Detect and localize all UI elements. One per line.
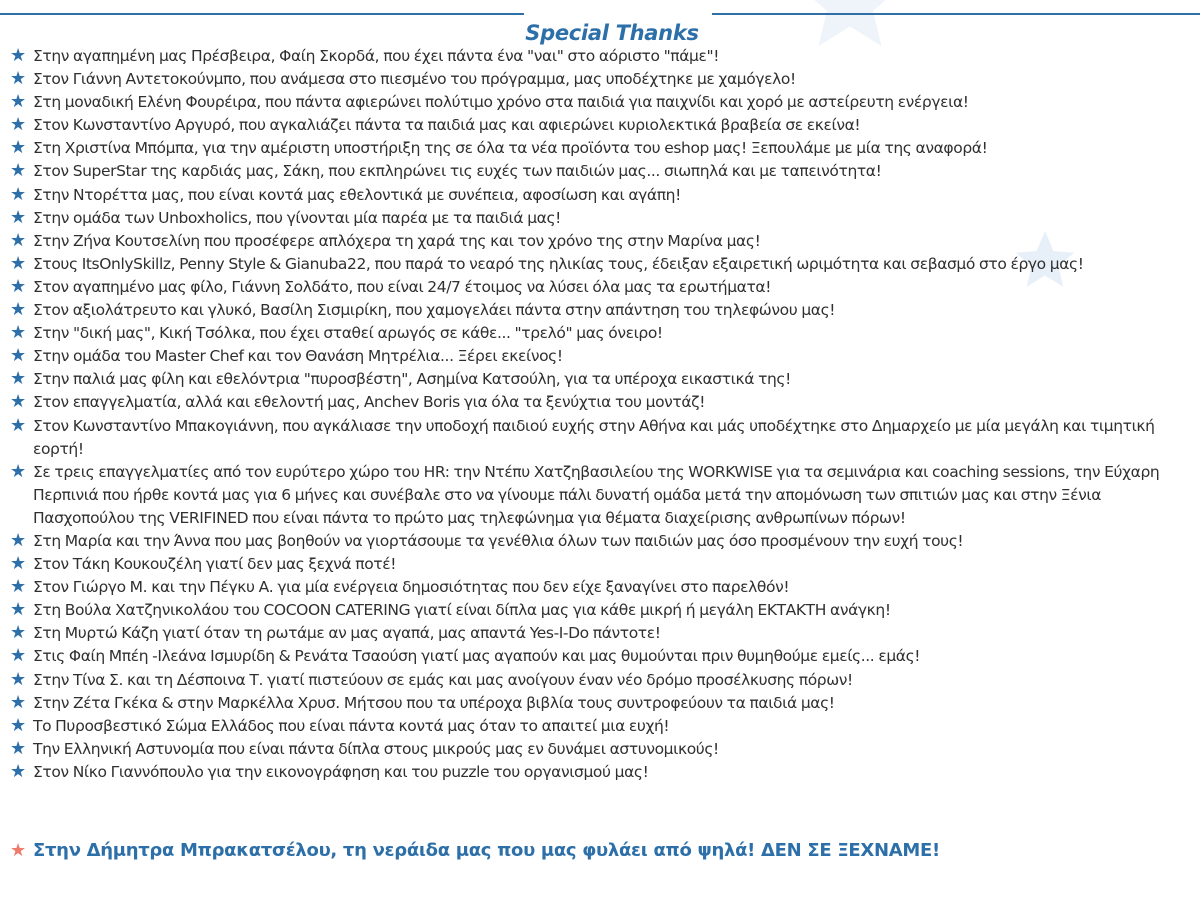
list-item — [10, 553, 1200, 576]
list-item-text: Στον αγαπημένο μας φίλο, Γιάννη Σολδάτο, που είναι 24/7 έτοιμος να λύσει όλα μας τα ερωτήματα! — [33, 277, 772, 296]
list-item — [10, 461, 1200, 530]
list-item-text: Στη μοναδική Ελένη Φουρέιρα, που πάντα αφιερώνει πολύτιμο χρόνο στα παιδιά για παιχνίδι και χορό με αστείρευτη ενέργεια! — [33, 93, 969, 112]
list-item — [10, 761, 1200, 784]
list-item-text: Στον αξιολάτρευτο και γλυκό, Βασίλη Σισμιρίκη, που χαμογελάει πάντα στην απάντηση του τηλεφώνου μας! — [33, 301, 836, 320]
star-icon: ★ — [10, 645, 26, 667]
star-icon: ★ — [10, 622, 26, 644]
list-item-text: Στην ομάδα του Master Chef και τον Θανάση Μητρέλια... Ξέρει εκείνος! — [33, 347, 563, 366]
star-icon: ★ — [10, 760, 26, 782]
list-item — [10, 276, 1200, 299]
list-item-text: Στην "δική μας", Κική Τσόλκα, που έχει σταθεί αρωγός σε κάθε... "τρελό" μας όνειρο! — [33, 324, 663, 343]
star-icon: ★ — [10, 91, 26, 113]
list-item-text: Στην αγαπημένη μας Πρέσβειρα, Φαίη Σκορδά, που έχει πάντα ένα "ναι" στο αόριστο "πάμε"! — [33, 47, 720, 65]
thanks-list — [10, 45, 1200, 784]
star-icon: ★ — [10, 114, 26, 136]
star-icon: ★ — [10, 460, 26, 482]
star-icon: ★ — [10, 229, 26, 251]
star-icon: ★ — [10, 599, 26, 621]
star-icon: ★ — [10, 252, 26, 274]
star-icon: ★ — [10, 691, 26, 713]
list-item — [10, 299, 1200, 322]
list-item — [10, 253, 1200, 276]
list-item — [10, 345, 1200, 368]
star-icon: ★ — [10, 414, 26, 436]
memorial-text: Στην Δήμητρα Μπρακατσέλου, τη νεράιδα μας που μας φυλάει από ψηλά! ΔΕΝ ΣΕ ΞΕΧΝΑΜΕ! — [33, 840, 940, 861]
list-item-text: Στην ομάδα των Unboxholics, που γίνονται μία παρέα με τα παιδιά μας! — [33, 208, 561, 227]
list-item — [10, 322, 1200, 345]
star-icon: ★ — [10, 368, 26, 390]
list-item-text: Την Ελληνική Αστυνομία που είναι πάντα δίπλα στους μικρούς μας εν δυνάμει αστυνομικούς! — [33, 739, 719, 758]
star-icon: ★ — [10, 322, 26, 344]
list-item — [10, 230, 1200, 253]
list-item — [10, 207, 1200, 230]
list-item — [10, 415, 1200, 461]
header-rule-left — [0, 13, 524, 15]
list-item-text: Στον Κωνσταντίνο Αργυρό, που αγκαλιάζει πάντα τα παιδιά μας και αφιερώνει κυριολεκτικά βραβεία σε εκείνα! — [33, 116, 861, 135]
list-item — [10, 692, 1200, 715]
star-icon: ★ — [10, 840, 26, 861]
star-icon: ★ — [10, 68, 26, 90]
star-icon: ★ — [10, 391, 26, 413]
list-item-text: Στις Φαίη Μπέη -Ιλεάνα Ισμυρίδη & Ρενάτα Τσαούση γιατί μας αγαπούν και μας θυμούνται πριν θυμηθούμε εμείς... εμάς! — [33, 647, 921, 666]
page-title: Special Thanks — [525, 21, 699, 45]
list-item-text: Στην Ντορέττα μας, που είναι κοντά μας εθελοντικά με συνέπεια, αφοσίωση και αγάπη! — [33, 185, 681, 204]
list-item — [10, 530, 1200, 553]
star-icon: ★ — [10, 668, 26, 690]
list-item-text: Στη Χριστίνα Μπόμπα, για την αμέριστη υποστήριξη της σε όλα τα νέα προϊόντα του eshop μας! Ξεπουλάμε με μία της αναφορά! — [33, 139, 988, 158]
list-item-text: Στους ItsOnlySkillz, Penny Style & Gianuba22, που παρά το νεαρό της ηλικίας τους, έδειξαν εξαιρετική ωριμότητα και σεβασμό στο έργο μας! — [33, 254, 1084, 273]
star-icon: ★ — [10, 714, 26, 736]
list-item-text: Στον Νίκο Γιαννόπουλο για την εικονογράφηση και του puzzle του οργανισμού μας! — [33, 762, 649, 781]
star-icon: ★ — [10, 345, 26, 367]
list-item — [10, 622, 1200, 645]
list-item — [10, 45, 1200, 68]
header-rule-right — [712, 13, 1200, 15]
star-icon: ★ — [10, 206, 26, 228]
star-icon: ★ — [10, 553, 26, 575]
list-item — [10, 715, 1200, 738]
list-item — [10, 576, 1200, 599]
list-item — [10, 91, 1200, 114]
list-item-text: Στην Ζέτα Γκέκα & στην Μαρκέλλα Χρυσ. Μήτσου που τα υπέροχα βιβλία τους συντροφεύουν τα παιδιά μας! — [33, 693, 835, 712]
list-item — [10, 669, 1200, 692]
list-item-text: Στη Μαρία και την Άννα που μας βοηθούν να γιορτάσουμε τα γενέθλια όλων των παιδιών μας όσο προσμένουν την ευχή τους! — [33, 531, 964, 550]
star-icon: ★ — [10, 576, 26, 598]
list-item-text: Στη Βούλα Χατζηνικολάου του COCOON CATERING γιατί είναι δίπλα μας για κάθε μικρή ή μεγάλη ΕΚΤΑΚΤΗ ανάγκη! — [33, 601, 891, 620]
star-icon: ★ — [10, 299, 26, 321]
star-icon: ★ — [10, 160, 26, 182]
list-item — [10, 160, 1200, 183]
star-icon: ★ — [10, 275, 26, 297]
list-item-text: Στον SuperStar της καρδιάς μας, Σάκη, που εκπληρώνει τις ευχές των παιδιών μας... σιωπηλά και με ταπεινότητα! — [33, 162, 882, 181]
list-item-text: Στον επαγγελματία, αλλά και εθελοντή μας, Anchev Boris για όλα τα ξενύχτια του μοντάζ! — [33, 393, 706, 412]
list-item — [10, 645, 1200, 668]
star-icon: ★ — [10, 183, 26, 205]
list-item-text: Στον Τάκη Κουκουζέλη γιατί δεν μας ξεχνά ποτέ! — [33, 555, 397, 574]
list-item-text: Στον Γιώργο Μ. και την Πέγκυ Α. για μία ενέργεια δημοσιότητας που δεν είχε ξαναγίνει στο παρελθόν! — [33, 578, 790, 597]
star-icon: ★ — [10, 137, 26, 159]
list-item-text: Στην Τίνα Σ. και τη Δέσποινα Τ. γιατί πιστεύουν σε εμάς και μας ανοίγουν έναν νέο δρόμο προσέλκυσης πόρων! — [33, 670, 853, 689]
list-item — [10, 391, 1200, 414]
list-item-text: Σε τρεις επαγγελματίες από τον ευρύτερο χώρο του HR: την Ντέπυ Χατζηβασιλείου της WORKWISE για τα σεμινάρια και coaching sessions, την Εύχαρη Περπινιά που ήρθε κοντά μας για 6 μήνες και συνέβαλε στο να γίνουμε πάλι δυνατή ομάδα μετά την απομόνωση των σπιτιών μας και στην Ξένια Πασχοπούλου της VERIFINED που είναι πάντα το πρώτο μας τηλεφώνημα για θέματα διαχείρισης ανθρωπίνων πόρων! — [33, 462, 1160, 527]
list-item — [10, 137, 1200, 160]
list-item — [10, 184, 1200, 207]
list-item-text: Στη Μυρτώ Κάζη γιατί όταν τη ρωτάμε αν μας αγαπά, μας απαντά Yes-I-Do πάντοτε! — [33, 624, 661, 643]
list-item-text: Στην παλιά μας φίλη και εθελόντρια "πυροσβέστη", Ασημίνα Κατσούλη, για τα υπέροχα εικαστικά της! — [33, 370, 791, 389]
list-item — [10, 114, 1200, 137]
list-item — [10, 738, 1200, 761]
list-item-text: Στον Κωνσταντίνο Μπακογιάννη, που αγκάλιασε την υποδοχή παιδιού ευχής στην Αθήνα και μάς υποδέχτηκε στο Δημαρχείο με μία μεγάλη και τιμητική εορτή! — [33, 416, 1155, 458]
list-item-text: Το Πυροσβεστικό Σώμα Ελλάδος που είναι πάντα κοντά μας όταν το απαιτεί μια ευχή! — [33, 716, 670, 735]
star-icon: ★ — [10, 45, 26, 66]
list-item — [10, 368, 1200, 391]
memorial-line — [10, 839, 940, 863]
list-item-text: Στην Ζήνα Κουτσελίνη που προσέφερε απλόχερα τη χαρά της και τον χρόνο της στην Μαρίνα μας! — [33, 231, 761, 250]
list-item — [10, 68, 1200, 91]
list-item — [10, 599, 1200, 622]
star-icon: ★ — [10, 529, 26, 551]
star-icon: ★ — [10, 737, 26, 759]
list-item-text: Στον Γιάννη Αντετοκούνμπο, που ανάμεσα στο πιεσμένο του πρόγραμμα, μας υποδέχτηκε με χαμόγελο! — [33, 70, 796, 89]
